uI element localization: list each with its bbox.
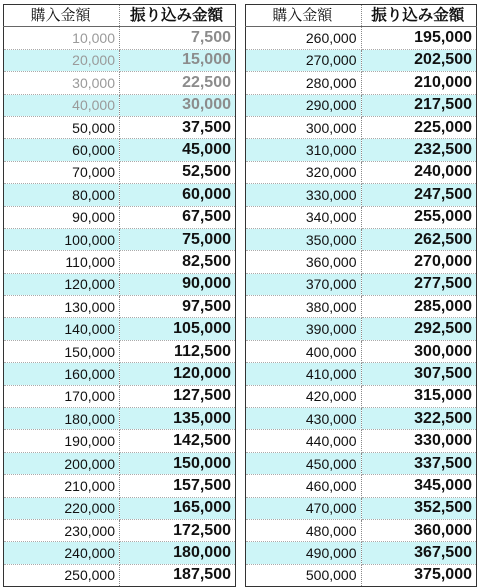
purchase-amount-cell: 230,000	[4, 519, 120, 541]
table-row	[4, 72, 236, 94]
transfer-amount-cell: 337,500	[361, 452, 477, 474]
purchase-amount-cell: 380,000	[246, 296, 362, 318]
table-row	[4, 27, 236, 49]
table-row	[4, 139, 236, 161]
table-row	[4, 296, 236, 318]
transfer-amount-cell: 360,000	[361, 519, 477, 541]
table-row	[246, 228, 477, 250]
transfer-amount-cell: 90,000	[120, 273, 236, 295]
purchase-amount-cell: 310,000	[246, 139, 362, 161]
purchase-amount-cell: 260,000	[246, 27, 362, 49]
transfer-amount-cell: 60,000	[120, 184, 236, 206]
table-row	[246, 49, 477, 71]
transfer-amount-cell: 157,500	[120, 475, 236, 497]
price-table-right	[245, 4, 477, 587]
purchase-amount-cell: 160,000	[4, 363, 120, 385]
table-row	[246, 94, 477, 116]
transfer-amount-cell: 300,000	[361, 340, 477, 362]
purchase-amount-cell: 20,000	[4, 49, 120, 71]
table-row	[4, 564, 236, 586]
purchase-amount-cell: 370,000	[246, 273, 362, 295]
purchase-amount-cell: 40,000	[4, 94, 120, 116]
transfer-amount-cell: 30,000	[120, 94, 236, 116]
transfer-amount-cell: 315,000	[361, 385, 477, 407]
transfer-amount-cell: 367,500	[361, 542, 477, 564]
table-row	[4, 519, 236, 541]
purchase-amount-cell: 60,000	[4, 139, 120, 161]
table-row	[246, 408, 477, 430]
purchase-amount-cell: 130,000	[4, 296, 120, 318]
transfer-amount-cell: 37,500	[120, 116, 236, 138]
purchase-amount-cell: 270,000	[246, 49, 362, 71]
purchase-amount-cell: 190,000	[4, 430, 120, 452]
purchase-amount-cell: 320,000	[246, 161, 362, 183]
purchase-amount-cell: 410,000	[246, 363, 362, 385]
purchase-amount-cell: 340,000	[246, 206, 362, 228]
purchase-amount-cell: 500,000	[246, 564, 362, 586]
table-row	[246, 363, 477, 385]
table-row	[246, 72, 477, 94]
transfer-amount-cell: 142,500	[120, 430, 236, 452]
purchase-amount-cell: 300,000	[246, 116, 362, 138]
table-row	[246, 542, 477, 564]
purchase-amount-cell: 400,000	[246, 340, 362, 362]
purchase-amount-cell: 440,000	[246, 430, 362, 452]
purchase-amount-cell: 200,000	[4, 452, 120, 474]
purchase-amount-cell: 30,000	[4, 72, 120, 94]
purchase-amount-cell: 170,000	[4, 385, 120, 407]
transfer-amount-cell: 7,500	[120, 27, 236, 49]
purchase-amount-cell: 10,000	[4, 27, 120, 49]
transfer-amount-cell: 75,000	[120, 228, 236, 250]
transfer-amount-cell: 277,500	[361, 273, 477, 295]
transfer-amount-cell: 285,000	[361, 296, 477, 318]
purchase-amount-cell: 120,000	[4, 273, 120, 295]
purchase-amount-cell: 480,000	[246, 519, 362, 541]
purchase-amount-cell: 280,000	[246, 72, 362, 94]
table-row	[246, 251, 477, 273]
transfer-amount-header: 振り込み金額	[361, 5, 477, 27]
transfer-amount-header: 振り込み金額	[120, 5, 236, 27]
table-row	[246, 497, 477, 519]
transfer-amount-cell: 105,000	[120, 318, 236, 340]
table-row	[4, 184, 236, 206]
table-row	[4, 542, 236, 564]
header-row	[246, 5, 477, 27]
table-row	[246, 273, 477, 295]
table-row	[4, 430, 236, 452]
purchase-amount-cell: 240,000	[4, 542, 120, 564]
purchase-amount-cell: 490,000	[246, 542, 362, 564]
transfer-amount-cell: 97,500	[120, 296, 236, 318]
transfer-amount-cell: 345,000	[361, 475, 477, 497]
table-row	[4, 94, 236, 116]
transfer-amount-cell: 120,000	[120, 363, 236, 385]
purchase-amount-cell: 350,000	[246, 228, 362, 250]
table-row	[4, 206, 236, 228]
transfer-amount-cell: 172,500	[120, 519, 236, 541]
transfer-amount-cell: 240,000	[361, 161, 477, 183]
transfer-amount-cell: 292,500	[361, 318, 477, 340]
table-row	[4, 228, 236, 250]
table-row	[4, 49, 236, 71]
transfer-amount-cell: 180,000	[120, 542, 236, 564]
purchase-amount-cell: 330,000	[246, 184, 362, 206]
transfer-amount-cell: 270,000	[361, 251, 477, 273]
transfer-amount-cell: 202,500	[361, 49, 477, 71]
purchase-amount-header: 購入金額	[4, 5, 120, 27]
transfer-amount-cell: 352,500	[361, 497, 477, 519]
transfer-amount-cell: 210,000	[361, 72, 477, 94]
transfer-amount-cell: 45,000	[120, 139, 236, 161]
table-row	[246, 184, 477, 206]
transfer-amount-cell: 52,500	[120, 161, 236, 183]
transfer-amount-cell: 255,000	[361, 206, 477, 228]
table-row	[4, 273, 236, 295]
purchase-amount-cell: 460,000	[246, 475, 362, 497]
table-row	[246, 340, 477, 362]
header-row	[4, 5, 236, 27]
transfer-amount-cell: 217,500	[361, 94, 477, 116]
purchase-amount-header: 購入金額	[246, 5, 362, 27]
transfer-amount-cell: 22,500	[120, 72, 236, 94]
table-row	[246, 27, 477, 49]
transfer-amount-cell: 307,500	[361, 363, 477, 385]
transfer-amount-cell: 150,000	[120, 452, 236, 474]
transfer-amount-cell: 127,500	[120, 385, 236, 407]
table-row	[4, 408, 236, 430]
transfer-amount-cell: 67,500	[120, 206, 236, 228]
purchase-amount-cell: 80,000	[4, 184, 120, 206]
purchase-amount-cell: 450,000	[246, 452, 362, 474]
table-row	[246, 430, 477, 452]
table-row	[246, 296, 477, 318]
table-row	[4, 452, 236, 474]
table-row	[4, 340, 236, 362]
transfer-amount-cell: 112,500	[120, 340, 236, 362]
table-row	[4, 363, 236, 385]
purchase-amount-cell: 360,000	[246, 251, 362, 273]
purchase-amount-cell: 70,000	[4, 161, 120, 183]
transfer-amount-cell: 232,500	[361, 139, 477, 161]
table-row	[4, 497, 236, 519]
transfer-amount-cell: 330,000	[361, 430, 477, 452]
table-row	[246, 206, 477, 228]
transfer-amount-cell: 375,000	[361, 564, 477, 586]
table-body	[246, 27, 477, 587]
purchase-amount-cell: 290,000	[246, 94, 362, 116]
table-row	[246, 161, 477, 183]
table-body	[4, 27, 236, 587]
purchase-amount-cell: 150,000	[4, 340, 120, 362]
purchase-amount-cell: 470,000	[246, 497, 362, 519]
transfer-amount-cell: 262,500	[361, 228, 477, 250]
table-row	[4, 318, 236, 340]
table-row	[246, 564, 477, 586]
purchase-amount-cell: 110,000	[4, 251, 120, 273]
table-row	[4, 385, 236, 407]
table-row	[4, 251, 236, 273]
purchase-amount-cell: 210,000	[4, 475, 120, 497]
purchase-amount-cell: 50,000	[4, 116, 120, 138]
price-table-left	[3, 4, 236, 587]
table-row	[246, 519, 477, 541]
transfer-amount-cell: 165,000	[120, 497, 236, 519]
table-row	[4, 116, 236, 138]
transfer-amount-cell: 15,000	[120, 49, 236, 71]
table-row	[246, 116, 477, 138]
purchase-amount-cell: 250,000	[4, 564, 120, 586]
purchase-amount-cell: 420,000	[246, 385, 362, 407]
purchase-amount-cell: 90,000	[4, 206, 120, 228]
table-row	[246, 318, 477, 340]
purchase-amount-cell: 220,000	[4, 497, 120, 519]
transfer-amount-cell: 187,500	[120, 564, 236, 586]
table-row	[4, 161, 236, 183]
table-row	[246, 452, 477, 474]
transfer-amount-cell: 135,000	[120, 408, 236, 430]
purchase-amount-cell: 180,000	[4, 408, 120, 430]
transfer-amount-cell: 322,500	[361, 408, 477, 430]
purchase-amount-cell: 100,000	[4, 228, 120, 250]
purchase-amount-cell: 430,000	[246, 408, 362, 430]
transfer-amount-cell: 247,500	[361, 184, 477, 206]
transfer-amount-cell: 82,500	[120, 251, 236, 273]
purchase-amount-cell: 140,000	[4, 318, 120, 340]
transfer-amount-cell: 195,000	[361, 27, 477, 49]
table-row	[246, 139, 477, 161]
table-row	[246, 475, 477, 497]
purchase-amount-cell: 390,000	[246, 318, 362, 340]
table-row	[4, 475, 236, 497]
transfer-amount-cell: 225,000	[361, 116, 477, 138]
table-row	[246, 385, 477, 407]
